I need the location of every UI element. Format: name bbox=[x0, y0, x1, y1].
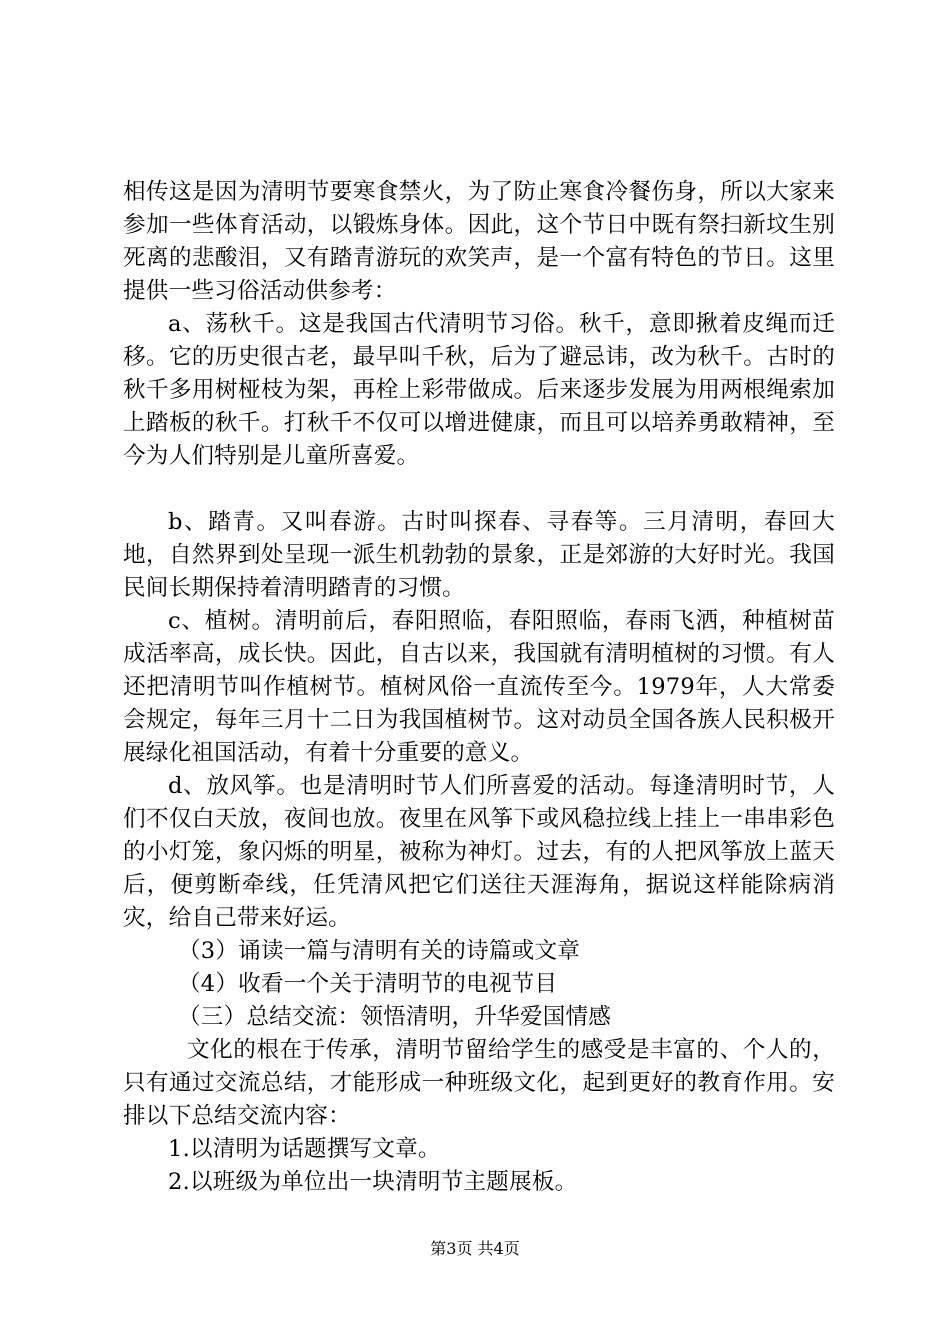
list-item-display-board: 2.以班级为单位出一块清明节主题展板。 bbox=[168, 1169, 578, 1195]
paragraph-culture: 文化的根在于传承，清明节留给学生的感受是丰富的、个人的，只有通过交流总结，才能形成一种班级文化，起到更好的教育作用。安排以下总结交流内容： bbox=[123, 1037, 835, 1129]
section-heading-summary: （三）总结交流：领悟清明，升华爱国情感 bbox=[178, 1004, 612, 1030]
list-item-essay: 1.以清明为话题撰写文章。 bbox=[168, 1136, 441, 1162]
paragraph-intro: 相传这是因为清明节要寒食禁火，为了防止寒食冷餐伤身，所以大家来参加一些体育活动，以锻炼身体。因此，这个节日中既有祭扫新坟生别死离的悲酸泪，又有踏青游玩的欢笑声，是一个富有特色的节日。这里提供一些习俗活动供参考： bbox=[123, 179, 835, 304]
paragraph-tree-planting: c、植树。清明前后，春阳照临，春阳照临，春雨飞洒，种植树苗成活率高，成长快。因此，自古以来，我国就有清明植树的习惯。有人还把清明节叫作植树节。植树风俗一直流传至今。1979年，人大常委会规定，每年三月十二日为我国植树节。这对动员全国各族人民积极开展绿化祖国活动，有着十分重要的意义。 bbox=[123, 608, 835, 766]
paragraph-outing: b、踏青。又叫春游。古时叫探春、寻春等。三月清明，春回大地，自然界到处呈现一派生机勃勃的景象，正是郊游的大好时光。我国民间长期保持着清明踏青的习惯。 bbox=[123, 509, 835, 601]
list-item-watch-tv: （4）收看一个关于清明节的电视节目 bbox=[178, 971, 558, 997]
page-footer: 第3页 共4页 bbox=[430, 1239, 520, 1258]
list-item-recite: （3）诵读一篇与清明有关的诗篇或文章 bbox=[178, 938, 581, 964]
document-body bbox=[123, 176, 835, 1199]
paragraph-swing: a、荡秋千。这是我国古代清明节习俗。秋千，意即揪着皮绳而迁移。它的历史很古老，最早叫千秋，后为了避忌讳，改为秋千。古时的秋千多用树桠枝为架，再栓上彩带做成。后来逐步发展为用两根绳索加上踏板的秋千。打秋千不仅可以增进健康，而且可以培养勇敢精神，至今为人们特别是儿童所喜爱。 bbox=[123, 311, 835, 469]
paragraph-kite: d、放风筝。也是清明时节人们所喜爱的活动。每逢清明时节，人们不仅白天放，夜间也放。夜里在风筝下或风稳拉线上挂上一串串彩色的小灯笼，象闪烁的明星，被称为神灯。过去，有的人把风筝放上蓝天后，便剪断牵线，任凭清风把它们送往天涯海角，据说这样能除病消灾，给自己带来好运。 bbox=[123, 773, 835, 931]
